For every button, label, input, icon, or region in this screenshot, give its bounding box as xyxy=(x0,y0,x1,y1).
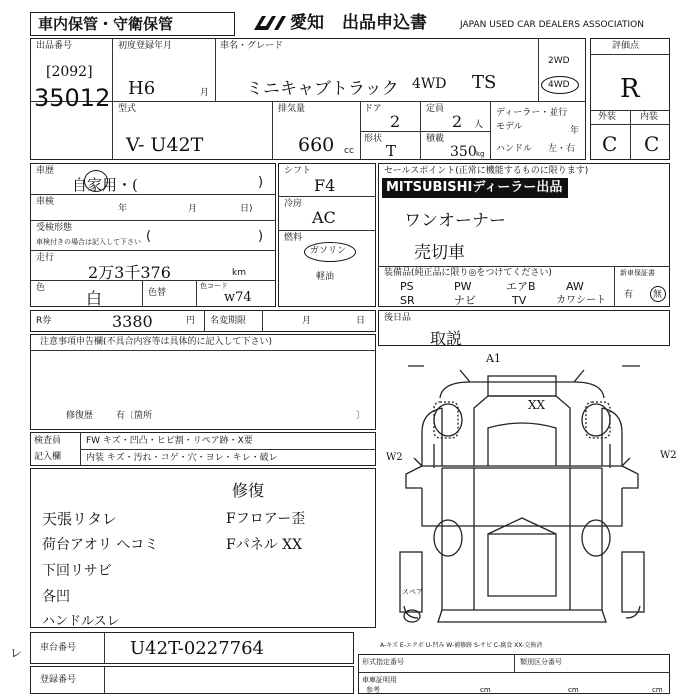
inspector-label1: 検査員 xyxy=(34,436,62,446)
history-circle xyxy=(84,170,108,192)
diagram-legend: A-キズ E-エクボ U-凹み W-補修跡 S-サビ C-腐食 XX-交換済 xyxy=(380,642,543,649)
equip-ps: PS xyxy=(400,280,414,293)
history-close: ) xyxy=(258,175,264,190)
recycle-label: R券 xyxy=(36,316,52,326)
equip-pw: PW xyxy=(454,280,472,293)
doors-label: ドア xyxy=(364,104,382,114)
form-title: 出品申込書 xyxy=(342,13,427,33)
lot-number: 35012 xyxy=(34,84,111,112)
shape-value: T xyxy=(386,142,397,160)
repair-close: 〕 xyxy=(356,411,366,421)
aircon-label: 冷房 xyxy=(284,199,303,209)
exterior-grade: C xyxy=(602,132,618,156)
storage-text: 車内保管・守衛保管 xyxy=(38,15,174,33)
handle-opts: 左・右 xyxy=(548,144,576,154)
model-year-unit: 年 xyxy=(570,126,580,136)
load-value: 350 xyxy=(450,144,477,160)
equipment-label: 装備品(純正品に限り◎をつけてください) xyxy=(384,268,552,278)
title-change-day: 日 xyxy=(356,316,366,326)
shape-label: 形状 xyxy=(364,134,383,144)
equip-navi: ナビ xyxy=(454,294,476,307)
insurance-sub: 車検付きの場合は記入して下さい xyxy=(36,238,141,246)
later-docs-block xyxy=(378,310,670,346)
margin-mark: レ xyxy=(10,646,23,660)
warranty-no: 無 xyxy=(653,290,663,300)
note-left-3: 下回リサビ xyxy=(42,563,112,579)
first-reg-month: 月 xyxy=(200,88,210,98)
history-label: 車歴 xyxy=(36,166,55,176)
model-value: V- U42T xyxy=(126,134,204,156)
title-change-label: 名変期限 xyxy=(210,316,247,326)
form-cert-label: 形式指定番号 xyxy=(362,658,404,666)
ref-label: 参考 xyxy=(366,686,380,694)
inspector-label2: 記入欄 xyxy=(34,452,62,462)
interior-label: 内装 xyxy=(640,112,659,122)
mileage-label: 走行 xyxy=(36,253,55,263)
lot-bracket: [2092] xyxy=(46,64,93,80)
evaluation-score: R xyxy=(620,74,640,104)
car-name-value: ミニキャブトラック xyxy=(246,79,399,99)
inspector-interior-line: 内装 キズ・汚れ・コゲ・穴・ヨレ・キレ・破レ xyxy=(86,453,278,463)
note-left-2: 荷台アオリ へコミ xyxy=(42,537,159,553)
displacement-label: 排気量 xyxy=(278,104,306,114)
inspection-label: 車検 xyxy=(36,197,55,207)
note-right-2: Fパネル XX xyxy=(226,537,303,553)
note-left-5: ハンドルスレ xyxy=(42,614,120,629)
cm-1: cm xyxy=(480,686,491,694)
drive-opt-4wd: 4WD xyxy=(548,80,570,90)
exterior-label: 外装 xyxy=(598,112,617,122)
equip-sr: SR xyxy=(400,294,415,307)
insurance-open: ( xyxy=(146,229,152,244)
insurance-close: ) xyxy=(258,229,264,244)
insurance-label: 受検形態 xyxy=(36,223,73,233)
note-left-4: 各凹 xyxy=(42,589,70,605)
note-left-1: 天張リタレ xyxy=(42,510,118,528)
car-drive: 4WD xyxy=(412,76,447,92)
mark-top: A1 xyxy=(486,352,501,365)
selling-line2: 売切車 xyxy=(414,243,465,263)
equip-tv: TV xyxy=(512,294,527,307)
spare-label: スペア xyxy=(402,588,423,596)
mileage-unit: km xyxy=(232,268,246,278)
fuel-label: 燃料 xyxy=(284,233,303,243)
warranty-label: 新車保証書 xyxy=(620,269,655,277)
recycle-row xyxy=(30,310,376,332)
recycle-unit: 円 xyxy=(186,316,196,326)
later-docs-value: 取説 xyxy=(430,329,463,348)
doors-value: 2 xyxy=(390,112,401,131)
inspection-day: 日) xyxy=(240,204,253,214)
color-label: 色 xyxy=(36,283,46,293)
displacement-value: 660 xyxy=(298,134,335,156)
mark-right: W2 xyxy=(660,450,677,461)
note-right-1: Fフロアー歪 xyxy=(226,511,306,527)
chassis-value: U42T-0227764 xyxy=(130,638,265,659)
color-code-label: 色コード xyxy=(200,282,228,290)
capacity-value: 2 xyxy=(452,112,463,131)
dealer-label: ディーラー・並行 xyxy=(496,108,568,118)
shift-label: シフト xyxy=(284,166,312,176)
selling-points-label: セールスポイント(正常に機能するものに限ります) xyxy=(384,166,589,176)
aircon-value: AC xyxy=(312,208,336,227)
load-label: 積載 xyxy=(426,134,445,144)
color-value: 白 xyxy=(86,289,103,308)
color-code: w74 xyxy=(224,290,252,305)
recycle-value: 3380 xyxy=(112,312,153,331)
assoc-short: 愛知 xyxy=(290,13,324,33)
model-label: 型式 xyxy=(118,104,137,114)
warranty-yes: 有 xyxy=(624,290,634,300)
interior-grade: C xyxy=(644,132,660,156)
first-reg-value: H6 xyxy=(128,78,156,99)
vehicle-size-label: 車庫証明用 xyxy=(362,676,397,684)
fuel-value1: ガソリン xyxy=(310,246,347,256)
later-docs-label: 後日品 xyxy=(384,313,412,323)
model-year-label: モデル xyxy=(496,122,523,132)
shift-value: F4 xyxy=(314,176,336,195)
assoc-full: JAPAN USED CAR DEALERS ASSOCIATION xyxy=(460,20,644,30)
chassis-label: 車台番号 xyxy=(40,643,77,653)
equip-leather: カワシート xyxy=(556,295,606,306)
drive-opt-2wd: 2WD xyxy=(548,56,570,66)
inspector-fw-line: FW キズ・凹凸・ヒビ割・リペア跡・X要 xyxy=(86,436,253,446)
cm-3: cm xyxy=(652,686,663,694)
evaluation-label: 評価点 xyxy=(612,41,640,51)
inspection-year: 年 xyxy=(118,204,128,214)
notes-label: 注意事項申告欄(不具合内容等は具体的に記入して下さい) xyxy=(40,337,273,347)
equip-aw: AW xyxy=(566,280,584,293)
first-reg-label: 初度登録年月 xyxy=(118,41,173,51)
registration-label: 登録番号 xyxy=(40,675,77,685)
registration-row xyxy=(30,666,354,694)
mark-roof: XX xyxy=(528,398,546,412)
selling-line1: ワンオーナー xyxy=(404,211,506,231)
displacement-unit: cc xyxy=(344,146,354,156)
cm-2: cm xyxy=(568,686,579,694)
color-change-label: 色替 xyxy=(148,288,167,298)
load-unit: kg xyxy=(476,150,485,158)
inspection-month: 月 xyxy=(188,204,198,214)
history-value: 自家用・( xyxy=(72,176,138,194)
fuel-value2: 軽油 xyxy=(316,272,335,282)
equip-airbag: エアB xyxy=(506,280,536,293)
ju-logo xyxy=(252,13,288,33)
capacity-unit: 人 xyxy=(474,120,484,130)
capacity-label: 定員 xyxy=(426,104,445,114)
mark-left: W2 xyxy=(386,452,403,463)
repair-label: 修復歴 xyxy=(66,411,94,421)
lot-label: 出品番号 xyxy=(36,41,73,51)
handle-label: ハンドル xyxy=(496,144,533,154)
car-grade: TS xyxy=(472,72,497,93)
inspector-heading: 修復 xyxy=(232,481,265,500)
car-name-label: 車名・グレード xyxy=(220,41,284,51)
mileage-value: 2万3千376 xyxy=(88,263,171,282)
history-block xyxy=(30,163,276,307)
title-change-month: 月 xyxy=(302,316,312,326)
dealer-banner: MITSUBISHIディーラー出品 xyxy=(386,180,563,195)
classif-label: 類別区分番号 xyxy=(520,658,562,666)
repair-value: 有〔箇所 xyxy=(116,411,153,421)
